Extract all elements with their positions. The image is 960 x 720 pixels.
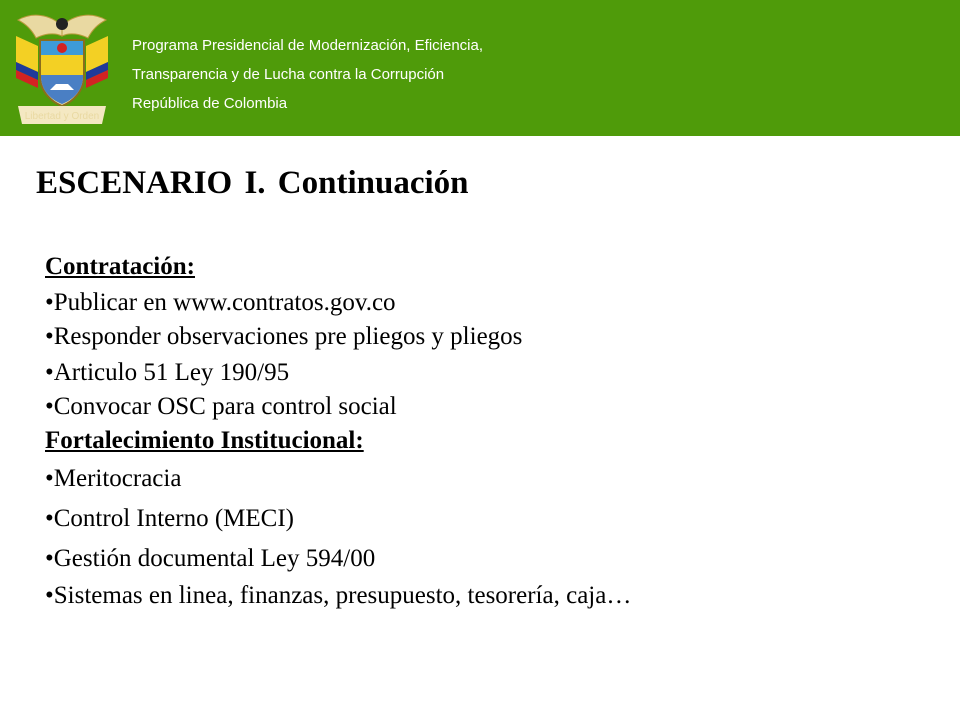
list-item: •Control Interno (MECI) [45,505,294,532]
header-line-transparency: Transparencia y de Lucha contra la Corrupción [132,66,445,83]
list-item: •Publicar en www.contratos.gov.co [45,289,396,316]
section-label-contratacion: Contratación: [45,253,195,280]
list-item: •Meritocracia [45,465,182,492]
header-line-country: República de Colombia [132,95,288,112]
header-line-program: Programa Presidencial de Modernización, Eficiencia, [132,37,484,54]
list-item: •Articulo 51 Ley 190/95 [45,359,290,386]
list-item: •Responder observaciones pre pliegos y pliegos [45,323,523,350]
list-item: •Gestión documental Ley 594/00 [45,545,376,572]
section-label-fortalecimiento: Fortalecimiento Institucional: [45,427,364,454]
list-item: •Sistemas en linea, finanzas, presupuesto, tesorería, caja… [45,582,632,609]
header-text [132,36,483,123]
list-item: •Convocar OSC para control social [45,393,397,420]
header-banner [0,0,960,136]
colombia-coat-of-arms-icon [10,6,114,132]
crest-motto: Libertad y Orden [24,111,100,122]
slide-title: ESCENARIO I. Continuación [36,165,469,201]
